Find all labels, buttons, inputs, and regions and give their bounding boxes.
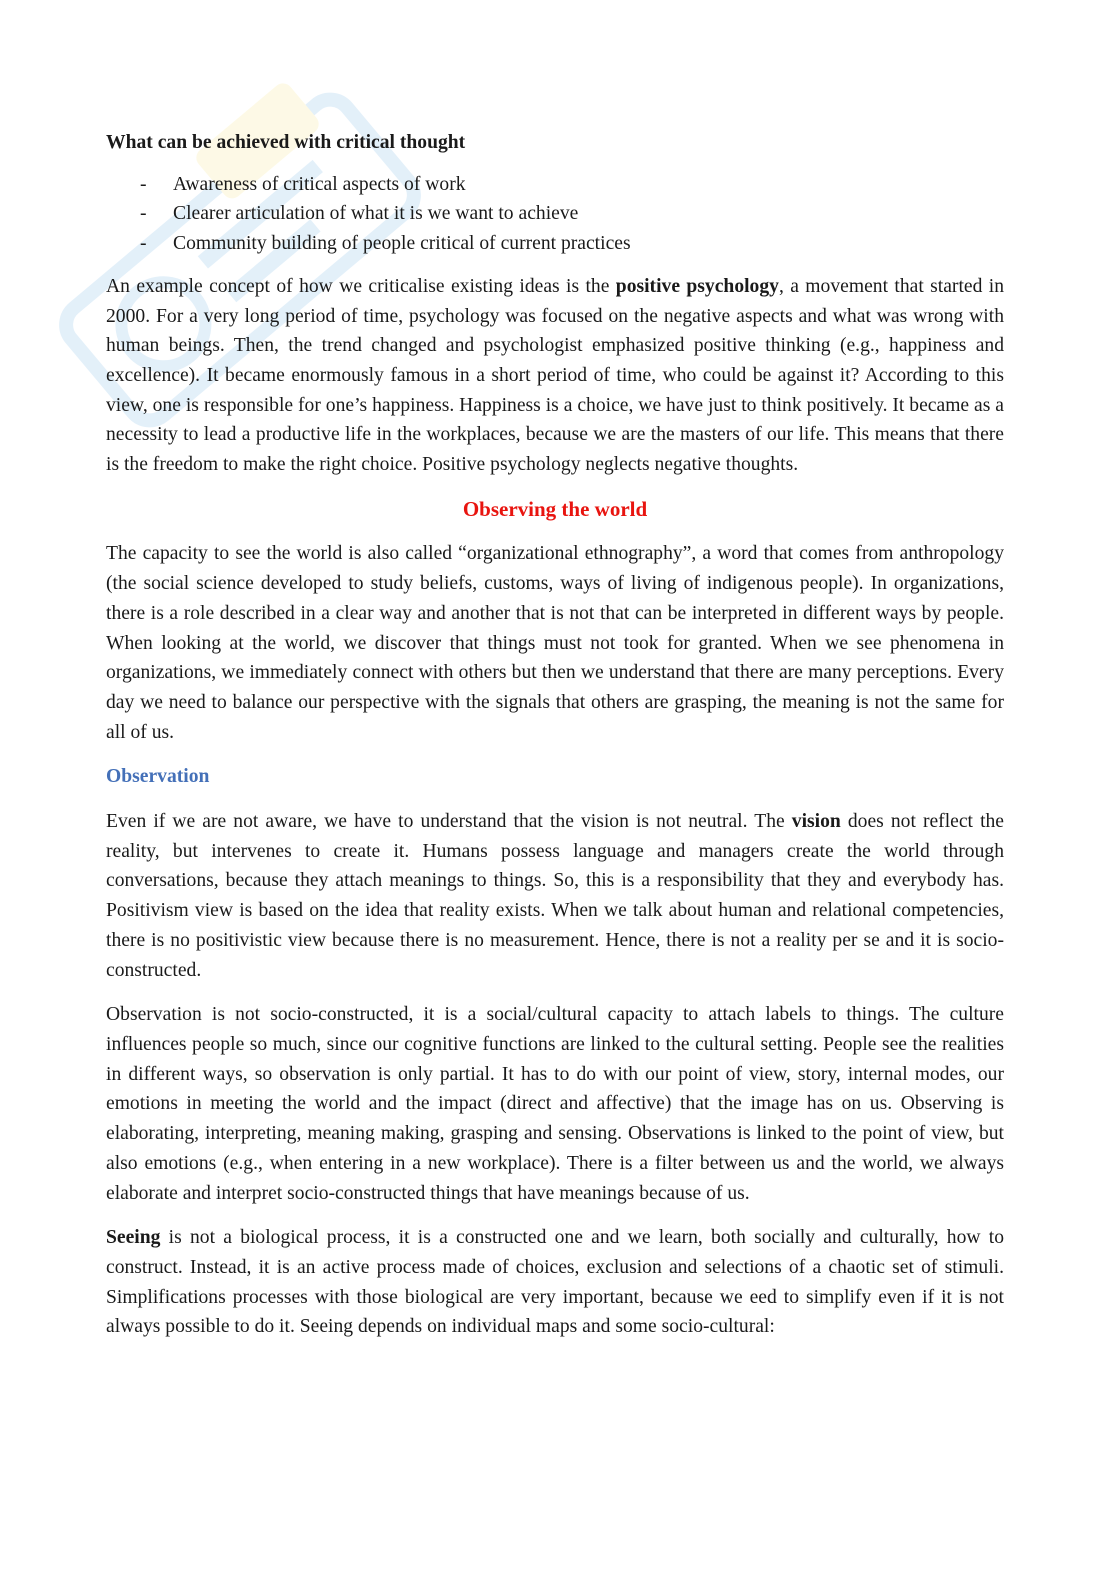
section-title-observing-world: Observing the world [462,496,648,521]
document-body [106,128,1004,1357]
paragraph-vision: Even if we are not aware, we have to understand that the vision is not neutral. The vision does not reflect the reality, but intervenes to create it. Humans possess language and managers create the world through conversations, because they attach meanings to things. So, this is a responsibility that they and everybody has. Positivism view is based on the idea that reality exists. When we talk about human and relational competencies, there is no positivistic view because there is no measurement. Hence, there is not a reality per se and it is socio-constructed. [106,811,1005,981]
paragraph-positive-psychology: An example concept of how we criticalise existing ideas is the positive psychology, a movement that started in 2000. For a very long period of time, psychology was focused on the negative aspects and what was wrong with human beings. Then, the trend changed and psychologist emphasized positive thinking (e.g., happiness and excellence). It became enormously famous in a short period of time, who could be against it? According to this view, one is responsible for one’s happiness. Happiness is a choice, we have just to think positively. It became as a necessity to lead a productive life in the workplaces, because we are the masters of our life. This means that there is the freedom to make the right choice. Positive psychology neglects negative thoughts. [106,275,1005,476]
list-item: - Clearer articulation of what it is we want to achieve [140,203,579,225]
list-item: - Community building of people critical of current practices [140,233,631,255]
heading-critical-thought: What can be achieved with critical thought [106,132,466,153]
subsection-title-observation: Observation [106,766,210,788]
list-item: - Awareness of critical aspects of work [140,173,466,195]
paragraph-observation: Observation is not socio-constructed, it is a social/cultural capacity to attach labels to things. The culture influences people so much, since our cognitive functions are linked to the cultural setting. People see the realities in different ways, so observation is only partial. It has to do with our point of view, story, internal modes, our emotions in meeting the world and the impact (direct and affective) that the image has on us. Observing is elaborating, interpreting, meaning making, grasping and sensing. Observations is linked to the point of view, but also emotions (e.g., when entering in a new workplace). There is a filter between us and the world, we always elaborate and interpret socio-constructed things that have meanings because of us. [106,1004,1004,1204]
paragraph-seeing: Seeing is not a biological process, it is a constructed one and we learn, both socially and culturally, how to construct. Instead, it is an active process made of choices, exclusion and selections of a chaotic set of stimuli. Simplifications processes with those biological are very important, because we eed to simplify even if it is not always possible to do it. Seeing depends on individual maps and some socio-cultural: [106,1227,1004,1338]
paragraph-organizational-ethnography: The capacity to see the world is also called “organizational ethnography”, a word that comes from anthropology (the social science developed to study beliefs, customs, ways of living of indigenous people). In organizations, there is a role described in a clear way and another that is not that can be interpreted in different ways by people. When looking at the world, we discover that things must not took for granted. When we see phenomena in organizations, we immediately connect with others but then we understand that there are many perceptions. Every day we need to balance our perspective with the signals that others are grasping, the meaning is not the same for all of us. [106,543,1004,743]
achievements-list [106,170,1004,259]
